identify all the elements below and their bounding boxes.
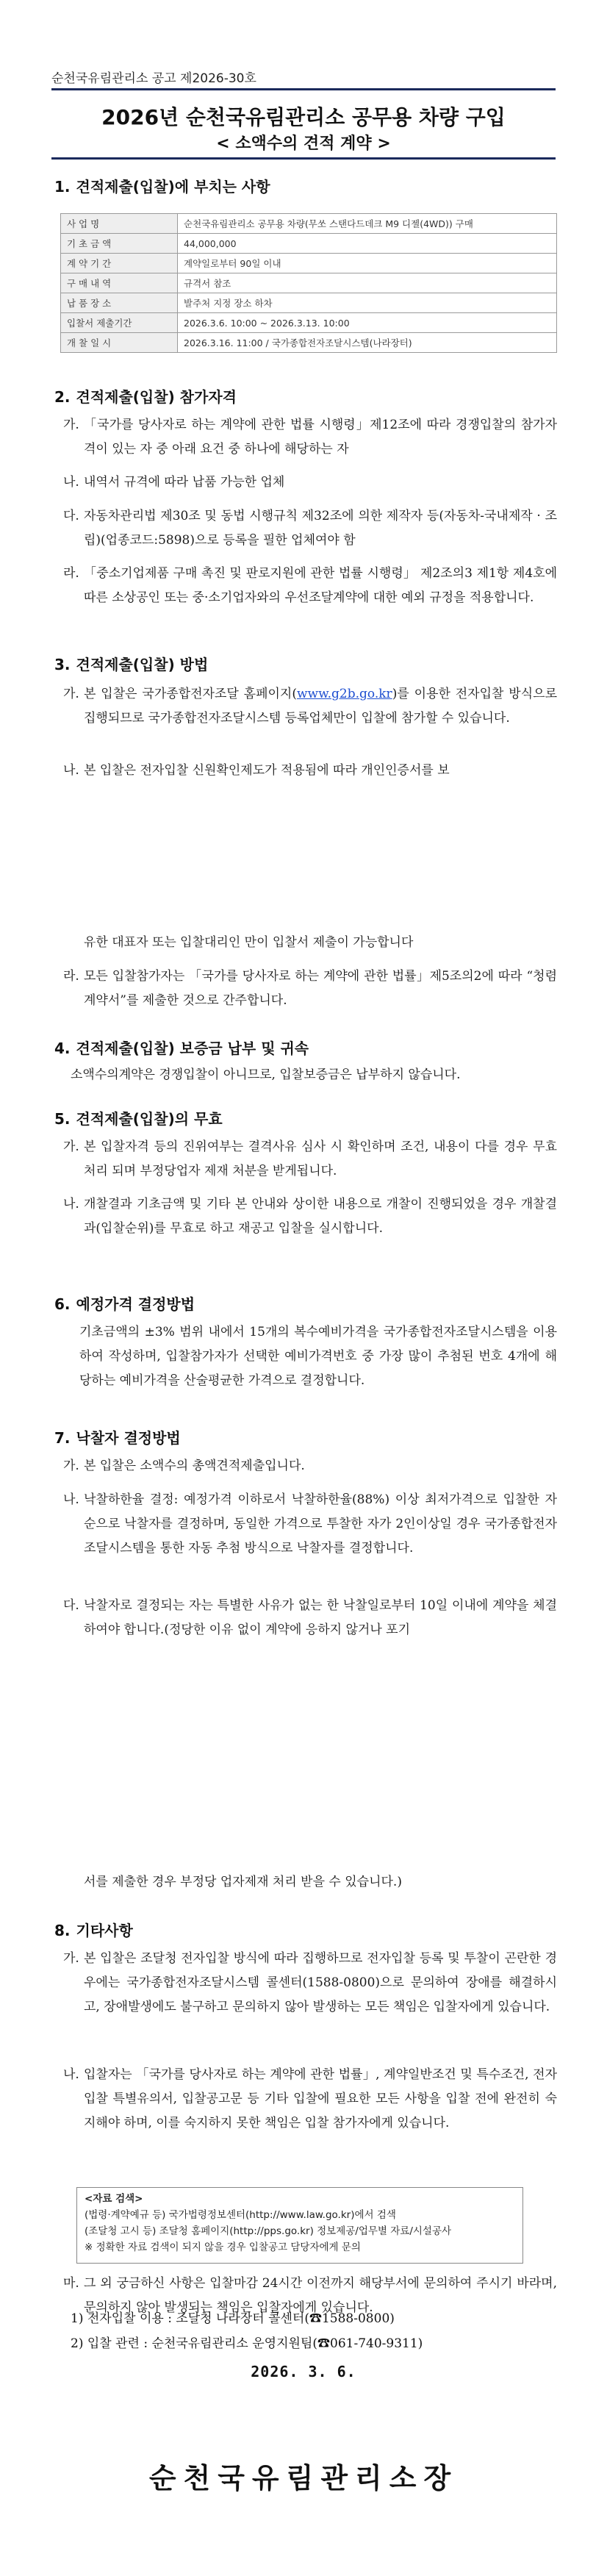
section-5-item-na: 나. 개찰결과 기초금액 및 기타 본 안내와 상이한 내용으로 개찰이 진행되었을 경우 개찰결과(입찰순위)를 무효로 하고 재공고 입찰을 실시합니다. [63, 1197, 557, 1236]
title-top-rule [51, 88, 556, 90]
info-row [61, 313, 557, 333]
info-row [61, 234, 557, 254]
section-1-heading: 1. 견적제출(입찰)에 부치는 사항 [54, 178, 270, 196]
notice-subtitle: < 소액수의 견적 계약 > [216, 135, 391, 153]
section-2-item-ra: 라. 「중소기업제품 구매 촉진 및 판로지원에 관한 법률 시행령」 제2조의3 제1항 제4호에 따른 소상공인 또는 중·소기업자와의 우선조달계약에 대한 예외 규정을 적용합니다. [63, 566, 557, 605]
section-3-item-ra: 라. 모든 입찰참가자는 「국가를 당사자로 하는 계약에 관한 법률」제5조의2에 따라 “청렴계약서”를 제출한 것으로 간주합니다. [63, 969, 557, 1008]
bid-info-table [60, 213, 557, 353]
info-row [61, 254, 557, 273]
section-5-item-ga: 가. 본 입찰자격 등의 진위여부는 결격사유 심사 시 확인하며 조건, 내용이 다를 경우 무효 처리 되며 부정당업자 제재 처분을 받게됩니다. [63, 1139, 557, 1178]
reference-search-box [76, 2187, 523, 2264]
info-row [61, 273, 557, 293]
reference-line-pps: (조달청 고시 등) 조달청 홈페이지(http://pps.go.kr) 정보제공/업무별 자료/시설공사 [85, 2225, 452, 2237]
section-8-heading: 8. 기타사항 [54, 1922, 133, 1939]
info-row-label: 구 매 내 역 [61, 273, 178, 293]
section-7-item-da-continued: 서를 제출한 경우 부정당 업자제재 처리 받을 수 있습니다.) [84, 1875, 402, 1889]
info-row-label: 입찰서 제출기간 [61, 313, 178, 333]
g2b-link[interactable]: www.g2b.go.kr [297, 687, 392, 701]
info-row [61, 293, 557, 313]
info-row [61, 214, 557, 234]
section-4-heading: 4. 견적제출(입찰) 보증금 납부 및 귀속 [54, 1040, 309, 1057]
contact-bid-inquiry: 2) 입찰 관련 : 순천국유림관리소 운영지원팀(☎061-740-9311) [71, 2336, 423, 2351]
section-7-heading: 7. 낙찰자 결정방법 [54, 1429, 181, 1447]
section-3-heading: 3. 견적제출(입찰) 방법 [54, 656, 209, 673]
notice-number: 순천국유림관리소 공고 제2026-30호 [51, 71, 256, 86]
section-7-item-da: 다. 낙찰자로 결정되는 자는 특별한 사유가 없는 한 낙찰일로부터 10일 이내에 계약을 체결하여야 합니다.(정당한 이유 없이 계약에 응하지 않거나 포기 [63, 1598, 557, 1637]
section-5-heading: 5. 견적제출(입찰)의 무효 [54, 1110, 223, 1128]
reference-box-heading: <자료 검색> [85, 2193, 143, 2205]
info-row-value: 발주처 지정 장소 하차 [178, 293, 557, 313]
section-2-item-na: 나. 내역서 규격에 따라 납품 가능한 업체 [63, 475, 285, 490]
section-3-item-na: 나. 본 입찰은 전자입찰 신원확인제도가 적용됨에 따라 개인인증서를 보 [63, 763, 450, 778]
section-6-heading: 6. 예정가격 결정방법 [54, 1295, 195, 1313]
contact-e-bidding: 1) 전자입찰 이용 : 조달청 나라장터 콜센터(☎1588-0800) [71, 2311, 395, 2326]
notice-title: 2026년 순천국유림관리소 공무용 차량 구입 [101, 105, 506, 129]
notice-date: 2026. 3. 6. [251, 2363, 356, 2380]
info-row-value: 순천국유림관리소 공무용 차량(무쏘 스탠다드데크 M9 디젤(4WD)) 구매 [178, 214, 557, 234]
section-8-item-ma: 마. 그 외 궁금하신 사항은 입찰마감 24시간 이전까지 해당부서에 문의하여 주시기 바라며, 문의하지 않아 발생되는 책임은 입찰자에게 있습니다. [63, 2276, 557, 2315]
title-bottom-rule [51, 157, 556, 160]
section-3-item-ga: 가. 본 입찰은 국가종합전자조달 홈페이지(www.g2b.go.kr)를 이용한 전자입찰 방식으로 집행되므로 국가종합전자조달시스템 등록업체만이 입찰에 참가할 수 있습니다. [63, 687, 557, 726]
info-row-label: 사 업 명 [61, 214, 178, 234]
info-row-value: 규격서 참조 [178, 273, 557, 293]
info-row-value: 계약일로부터 90일 이내 [178, 254, 557, 273]
section-6-body: 기초금액의 ±3% 범위 내에서 15개의 복수예비가격을 국가종합전자조달시스템을 이용하여 작성하며, 입찰참가자가 선택한 예비가격번호 중 가장 많이 추첨된 번호 4개에 해당하는 예비가격을 산술평균한 가격으로 결정합니다. [79, 1325, 557, 1388]
info-row-label: 납 품 장 소 [61, 293, 178, 313]
section-2-item-da: 다. 자동차관리법 제30조 및 동법 시행규칙 제32조에 의한 제작자 등(자동차-국내제작 · 조립)(업종코드:5898)으로 등록을 필한 업체여야 함 [63, 509, 557, 548]
reference-line-note: ※ 정확한 자료 검색이 되지 않을 경우 입찰공고 담당자에게 문의 [85, 2242, 361, 2253]
section-8-item-ga: 가. 본 입찰은 조달청 전자입찰 방식에 따라 집행하므로 전자입찰 등록 및 투찰이 곤란한 경우에는 국가종합전자조달시스템 콜센터(1588-0800)으로 문의하여 장애를 해결하시고, 장애발생에도 불구하고 문의하지 않아 발생하는 모든 책임은 입찰자에게 있습니다. [63, 1951, 557, 2014]
section-3-item-na-continued: 유한 대표자 또는 입찰대리인 만이 입찰서 제출이 가능합니다 [84, 935, 414, 950]
info-row-value: 2026.3.16. 11:00 / 국가종합전자조달시스템(나라장터) [178, 333, 557, 353]
section-4-body: 소액수의계약은 경쟁입찰이 아니므로, 입찰보증금은 납부하지 않습니다. [71, 1067, 461, 1082]
issuing-organization: 순천국유림관리소장 [148, 2462, 459, 2494]
info-row-value: 2026.3.6. 10:00 ~ 2026.3.13. 10:00 [178, 313, 557, 333]
section-2-heading: 2. 견적제출(입찰) 참가자격 [54, 388, 237, 406]
reference-line-law: (법령·계약예규 등) 국가법령정보센터(http://www.law.go.kr)에서 검색 [85, 2209, 396, 2221]
info-row [61, 333, 557, 353]
info-row-label: 계 약 기 간 [61, 254, 178, 273]
section-2-item-ga: 가. 「국가를 당사자로 하는 계약에 관한 법률 시행령」제12조에 따라 경쟁입찰의 참가자격이 있는 자 중 아래 요건 중 하나에 해당하는 자 [63, 418, 557, 457]
section-7-item-ga: 가. 본 입찰은 소액수의 총액견적제출입니다. [63, 1459, 305, 1473]
info-row-value: 44,000,000 [178, 234, 557, 254]
section-8-item-na: 나. 입찰자는 「국가를 당사자로 하는 계약에 관한 법률」, 계약일반조건 및 특수조건, 전자입찰 특별유의서, 입찰공고문 등 기타 입찰에 필요한 모든 사항을 입찰 전에 완전히 숙지해야 하며, 이를 숙지하지 못한 책임은 입찰 참가자에게 있습니다. [63, 2067, 557, 2130]
info-row-label: 기 초 금 액 [61, 234, 178, 254]
info-row-label: 개 찰 일 시 [61, 333, 178, 353]
section-7-item-na: 나. 낙찰하한율 결정: 예정가격 이하로서 낙찰하한율(88%) 이상 최저가격으로 입찰한 자 순으로 낙찰자를 결정하며, 동일한 가격으로 투찰한 자가 2인이상일 경우 국가종합전자조달시스템을 통한 자동 추첨 방식으로 낙찰자를 결정합니다. [63, 1492, 557, 1556]
